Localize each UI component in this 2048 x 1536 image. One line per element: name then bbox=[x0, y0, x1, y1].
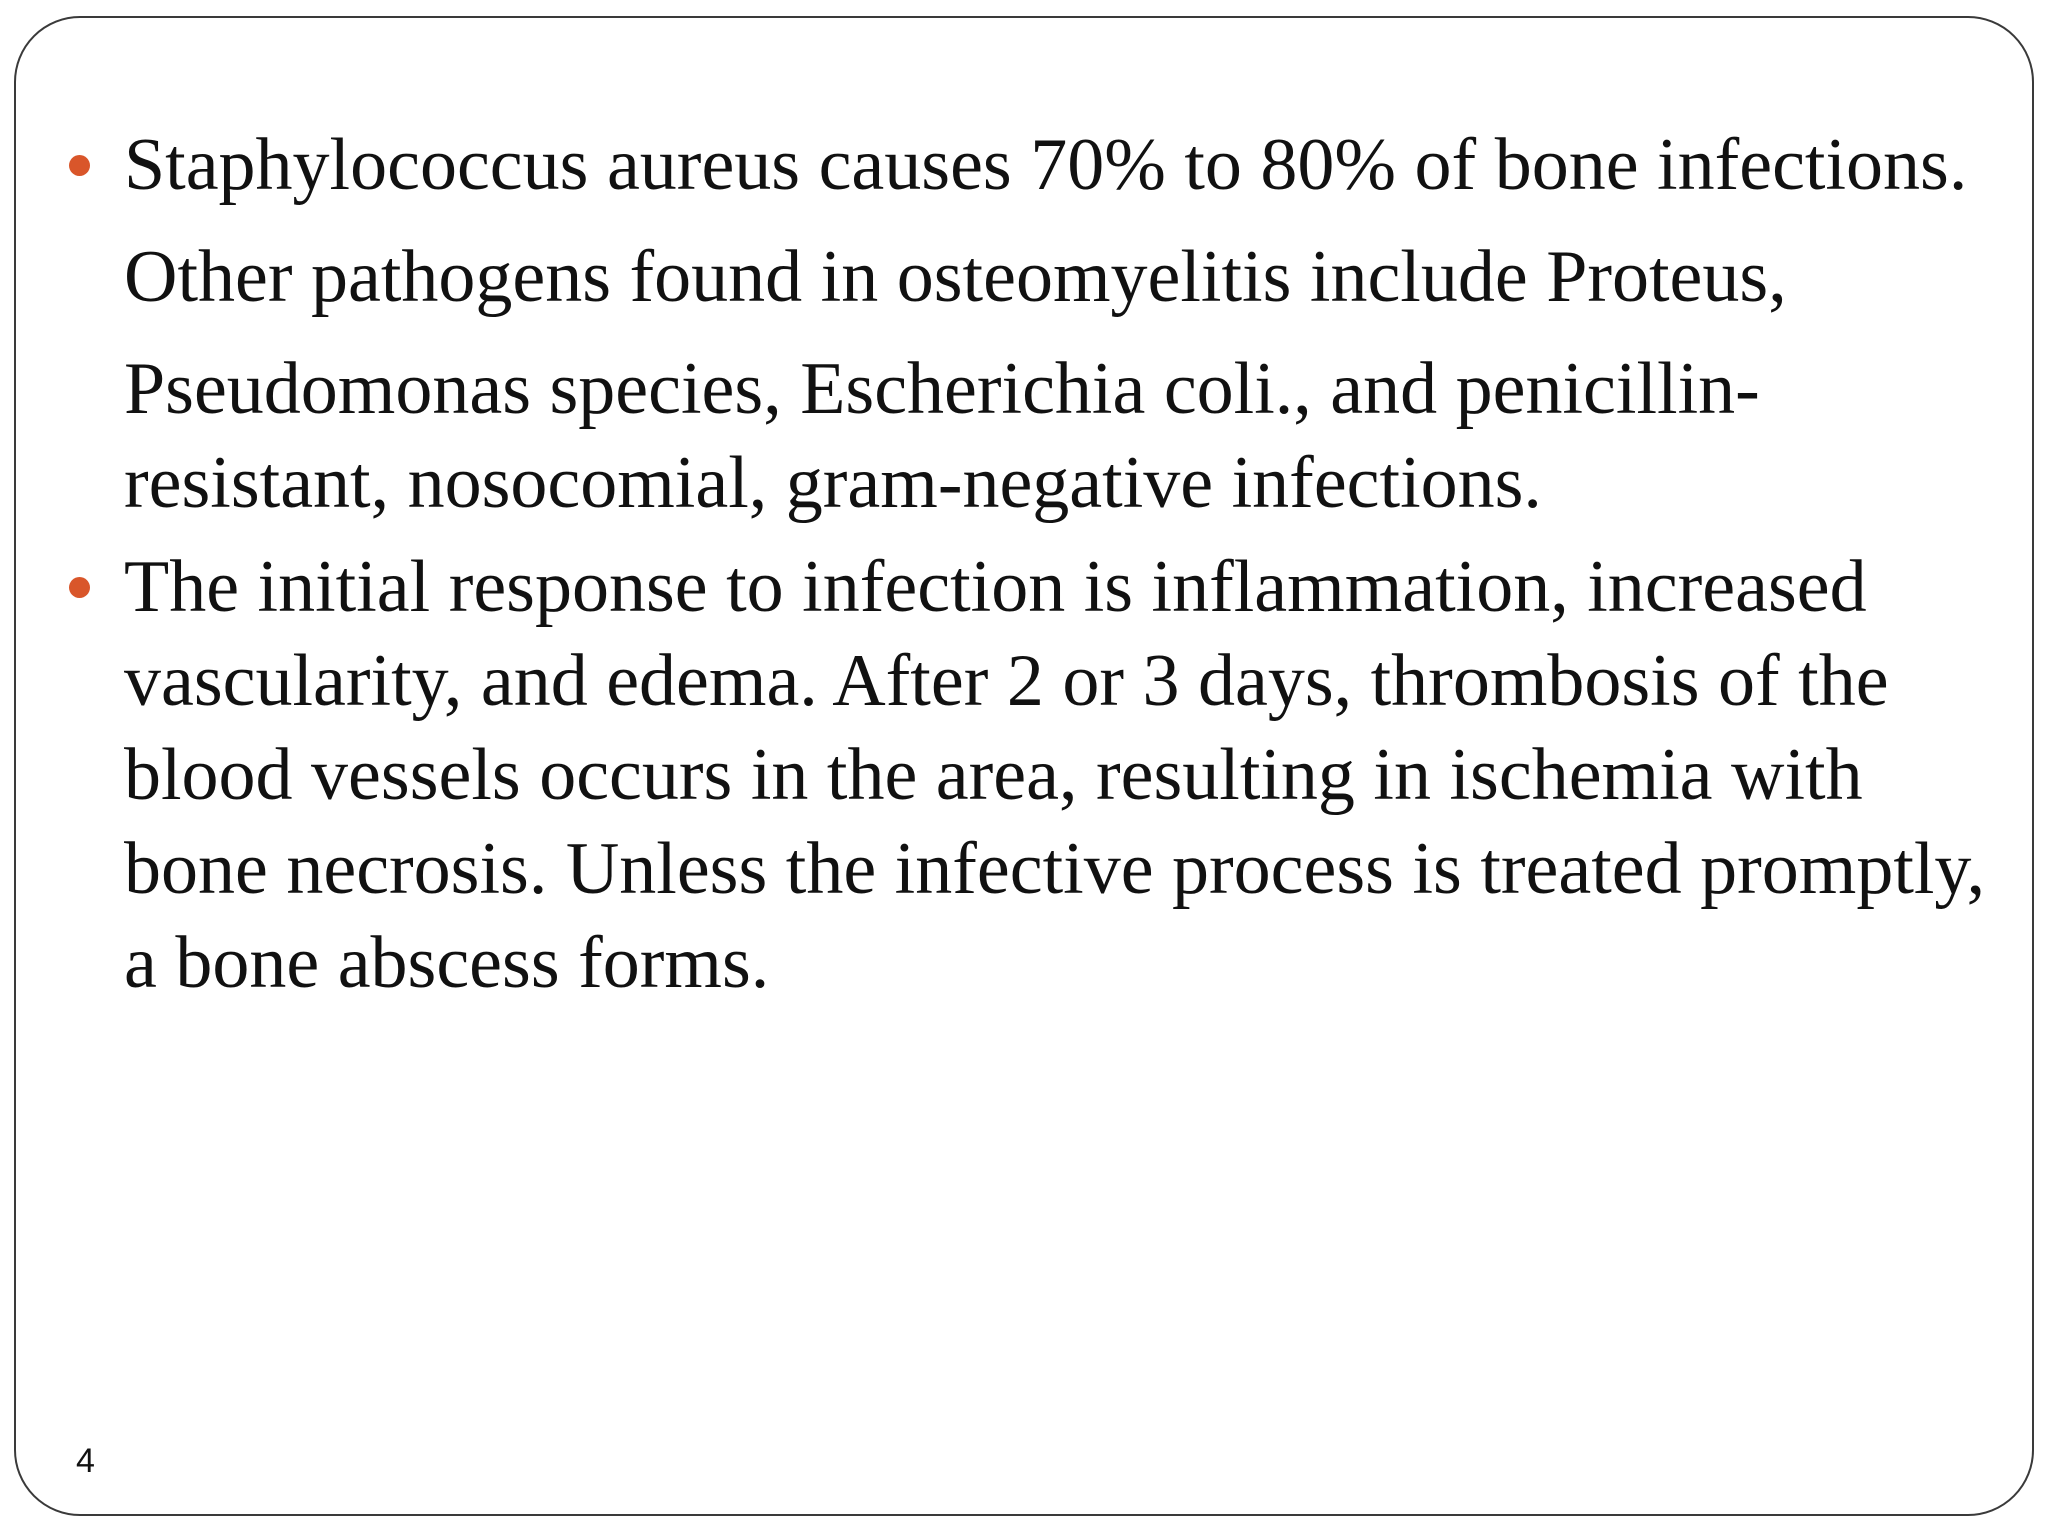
paragraph-text: Pseudomonas species, Escherichia coli., and penicillin-resistant, nosocomial, gram-negative infections. bbox=[124, 348, 1760, 524]
slide-body bbox=[124, 118, 2014, 1010]
paragraph-text: The initial response to infection is inflammation, increased vascularity, and edema. After 2 or 3 days, thrombosis of the blood vessels occurs in the area, resulting in ischemia with bone necrosis. Unless the infective process is treated promptly, a bone abscess forms. bbox=[124, 546, 1986, 1004]
bullet-dot-icon bbox=[69, 577, 90, 598]
slide-frame bbox=[14, 16, 2034, 1516]
bullet-dot-icon bbox=[69, 155, 90, 176]
paragraph-text: Staphylococcus aureus causes 70% to 80% of bone infections. bbox=[124, 124, 1968, 206]
bullet-paragraph-staph bbox=[124, 118, 2014, 212]
page-number: 4 bbox=[76, 1442, 95, 1480]
paragraph-pseudomonas bbox=[124, 342, 2014, 530]
paragraph-other-pathogens bbox=[124, 230, 2014, 324]
bullet-paragraph-initial-response bbox=[124, 540, 2014, 1010]
paragraph-text: Other pathogens found in osteomyelitis include Proteus, bbox=[124, 236, 1787, 318]
